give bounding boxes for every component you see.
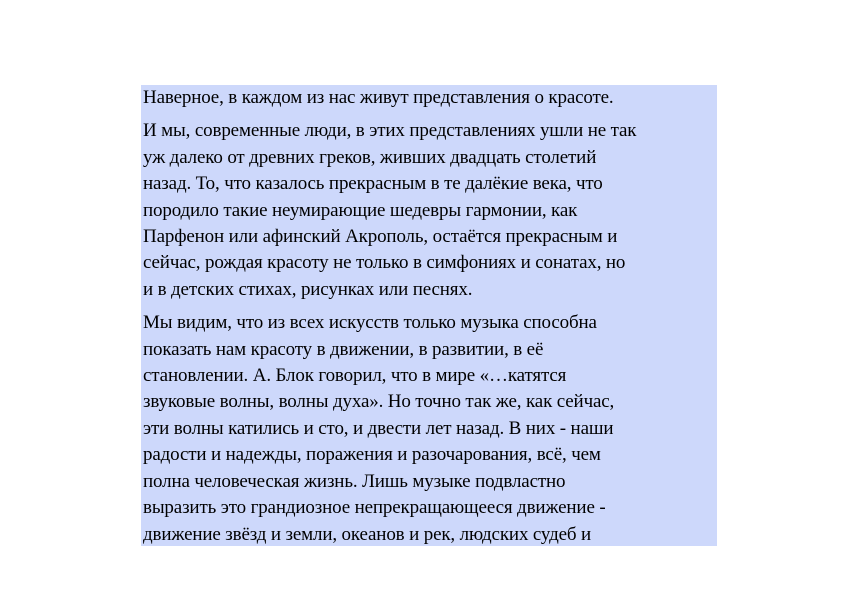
text-line: становлении. А. Блок говорил, что в мире «…катятся bbox=[143, 365, 567, 387]
paragraph-3 bbox=[143, 310, 717, 546]
text-line: полна человеческая жизнь. Лишь музыке подвластно bbox=[143, 470, 566, 492]
text-line: Наверное, в каждом из нас живут представления о красоте. bbox=[143, 87, 614, 108]
text-block bbox=[141, 85, 717, 546]
text-line: выразить это грандиозное непрекращающееся движение - bbox=[143, 497, 606, 519]
text-line: эти волны катились и сто, и двести лет назад. В них - наши bbox=[143, 417, 614, 439]
text-line: и в детских стихах, рисунках или песнях. bbox=[143, 278, 473, 300]
text-line: И мы, современные люди, в этих представлениях ушли не так bbox=[143, 120, 637, 142]
text-line: звуковые волны, волны духа». Но точно так же, как сейчас, bbox=[143, 391, 615, 413]
text-line: Парфенон или афинский Акрополь, остаётся прекрасным и bbox=[143, 226, 618, 248]
text-line: показать нам красоту в движении, в развитии, в её bbox=[143, 338, 544, 360]
paragraph-2 bbox=[143, 118, 717, 303]
text-line: сейчас, рождая красоту не только в симфониях и сонатах, но bbox=[143, 252, 626, 274]
text-line: уж далеко от древних греков, живших двадцать столетий bbox=[143, 146, 597, 168]
text-line: породило такие неумирающие шедевры гармонии, как bbox=[143, 199, 578, 221]
paragraph-1 bbox=[143, 85, 717, 111]
text-line: радости и надежды, поражения и разочарования, всё, чем bbox=[143, 444, 601, 466]
text-line: назад. То, что казалось прекрасным в те далёкие века, что bbox=[143, 173, 603, 195]
text-line: Мы видим, что из всех искусств только музыка способна bbox=[143, 312, 597, 334]
text-line: движение звёзд и земли, океанов и рек, людских судеб и bbox=[143, 523, 592, 545]
